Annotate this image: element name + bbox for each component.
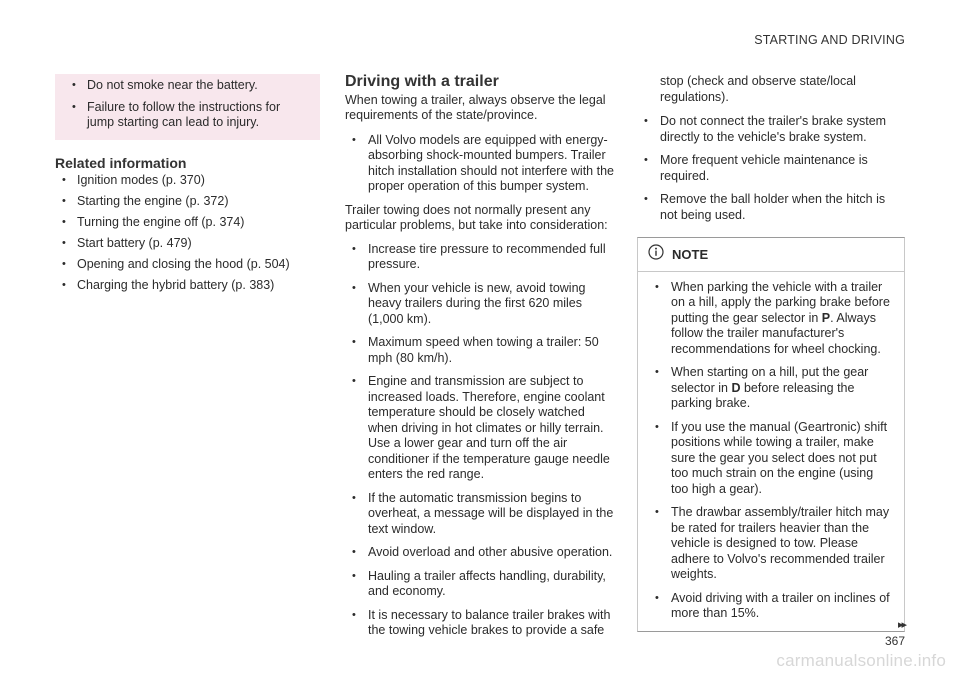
middle-column (345, 74, 615, 647)
related-link-text[interactable]: Ignition modes (p. 370) (77, 173, 205, 187)
section-header: STARTING AND DRIVING (754, 33, 905, 47)
bullet-item (345, 608, 615, 639)
bullet: • (72, 79, 76, 91)
bullet: • (655, 591, 659, 604)
note-text: Avoid driving with a trailer on inclines of more than 15%. (671, 590, 890, 620)
bullet-text: It is necessary to balance trailer brakes with the towing vehicle brakes to provide a safe (368, 607, 611, 637)
bullet: • (644, 193, 648, 205)
bullet: • (62, 258, 66, 270)
section-title: Driving with a trailer (345, 73, 499, 90)
bullet-item (345, 242, 615, 273)
bullet-text: All Volvo models are equipped with energy-absorbing shock-mounted bumpers. Trailer hitch installation should not interfere with the proper operation of this bumper system. (368, 132, 614, 193)
page-number: 367 (884, 634, 905, 648)
left-column (55, 74, 320, 299)
bullet-item (345, 374, 615, 483)
related-link-text[interactable]: Start battery (p. 479) (77, 236, 192, 250)
info-icon (648, 244, 664, 265)
bullet-text: Increase tire pressure to recommended full pressure. (368, 241, 606, 271)
intro-text: When towing a trailer, always observe the legal requirements of the state/province. (345, 92, 606, 122)
note-title: NOTE (672, 246, 709, 262)
note-text: The drawbar assembly/trailer hitch may be rated for trailers heavier than the vehicle is designed to tow. Please adhere to Volvo's recommended trailer weights. (671, 505, 890, 581)
right-column (637, 74, 905, 632)
body-paragraph: Trailer towing does not normally present any particular problems, but take into consideration: (345, 202, 608, 232)
bullet-text: Avoid overload and other abusive operation. (368, 545, 613, 559)
bullet-text: Hauling a trailer affects handling, durability, and economy. (368, 568, 606, 598)
note-text: If you use the manual (Geartronic) shift positions while towing a trailer, make sure the gear you select does not put too much strain on the engine (using too high a gear). (671, 419, 888, 496)
bullet-text: If the automatic transmission begins to overheat, a message will be displayed in the text window. (368, 490, 614, 536)
bullet-text: When your vehicle is new, avoid towing heavy trailers during the first 620 miles (1,000 km). (368, 280, 586, 326)
bullet-item (345, 545, 615, 561)
warning-box (55, 74, 320, 140)
related-link[interactable] (55, 236, 320, 252)
bullet: • (72, 100, 76, 113)
bullet-item (637, 153, 905, 184)
bullet-text: Remove the ball holder when the hitch is not being used. (660, 192, 886, 222)
bullet: • (62, 216, 66, 228)
note-text: before releasing the parking brake. (671, 380, 855, 410)
note-item (648, 505, 894, 583)
bullet: • (655, 366, 659, 378)
bullet: • (62, 174, 66, 186)
continue-arrows-icon: ▸▸ (897, 619, 905, 631)
bullet: • (655, 506, 659, 518)
bullet: • (352, 281, 356, 294)
bullet-item (345, 569, 615, 600)
bullet: • (62, 195, 66, 207)
bullet: • (352, 133, 356, 146)
bullet-text: More frequent vehicle maintenance is required. (660, 153, 868, 183)
bullet: • (655, 420, 659, 433)
note-item (648, 365, 894, 412)
bullet-item (345, 335, 615, 366)
watermark: carmanualsonline.info (776, 651, 946, 670)
note-header (638, 238, 904, 272)
warning-text: Failure to follow the instructions for jump starting can lead to injury. (87, 99, 281, 129)
bullet: • (62, 237, 66, 249)
bullet: • (352, 491, 356, 504)
note-item (648, 280, 894, 358)
related-link-text[interactable]: Opening and closing the hood (p. 504) (77, 257, 290, 271)
warning-item (65, 100, 310, 131)
bullet: • (644, 115, 648, 127)
related-info-list (55, 173, 320, 294)
note-box (637, 237, 905, 632)
related-link[interactable] (55, 215, 320, 231)
bullet: • (655, 280, 659, 293)
related-link-text[interactable]: Charging the hybrid battery (p. 383) (77, 278, 275, 292)
bullet-item (637, 114, 905, 145)
note-text: When starting on a hill, put the gear selector in (671, 365, 869, 395)
bullet-item (345, 491, 615, 538)
bullet: • (644, 154, 648, 166)
bullet-text: Engine and transmission are subject to increased loads. Therefore, engine coolant temperature should be closely watched when driving in hot climates or hilly terrain. Use a lower gear and turn off the air conditioner if the temperature gauge needle enters the red range. (368, 374, 610, 481)
bullet: • (352, 242, 356, 255)
bullet-text: Maximum speed when towing a trailer: 50 mph (80 km/h). (368, 335, 599, 365)
bullet: • (352, 375, 356, 387)
note-text: . Always follow the trailer manufacturer's recommendations for wheel chocking. (671, 310, 881, 356)
related-link[interactable] (55, 173, 320, 189)
warning-text: Do not smoke near the battery. (87, 78, 258, 92)
related-link-text[interactable]: Starting the engine (p. 372) (77, 194, 229, 208)
bullet-item (345, 281, 615, 328)
related-link[interactable] (55, 278, 320, 294)
bullet: • (352, 608, 356, 621)
continued-text: stop (check and observe state/local regulations). (660, 74, 856, 104)
bullet: • (62, 279, 66, 291)
bullet-text: Do not connect the trailer's brake system directly to the vehicle's brake system. (660, 114, 887, 144)
related-info-title: Related information (55, 154, 187, 171)
related-link-text[interactable]: Turning the engine off (p. 374) (77, 215, 245, 229)
warning-item (65, 78, 310, 94)
bullet-item (637, 192, 905, 223)
note-item (648, 591, 894, 622)
bullet: • (352, 336, 356, 348)
related-link[interactable] (55, 257, 320, 273)
bullet-item (345, 133, 615, 195)
note-text: When parking the vehicle with a trailer on a hill, apply the parking brake before putting the gear selector in (671, 279, 890, 325)
gear-p-label: P (821, 310, 831, 325)
bullet: • (352, 546, 356, 558)
related-link[interactable] (55, 194, 320, 210)
note-item (648, 420, 894, 498)
gear-d-label: D (731, 380, 741, 395)
bullet: • (352, 569, 356, 582)
